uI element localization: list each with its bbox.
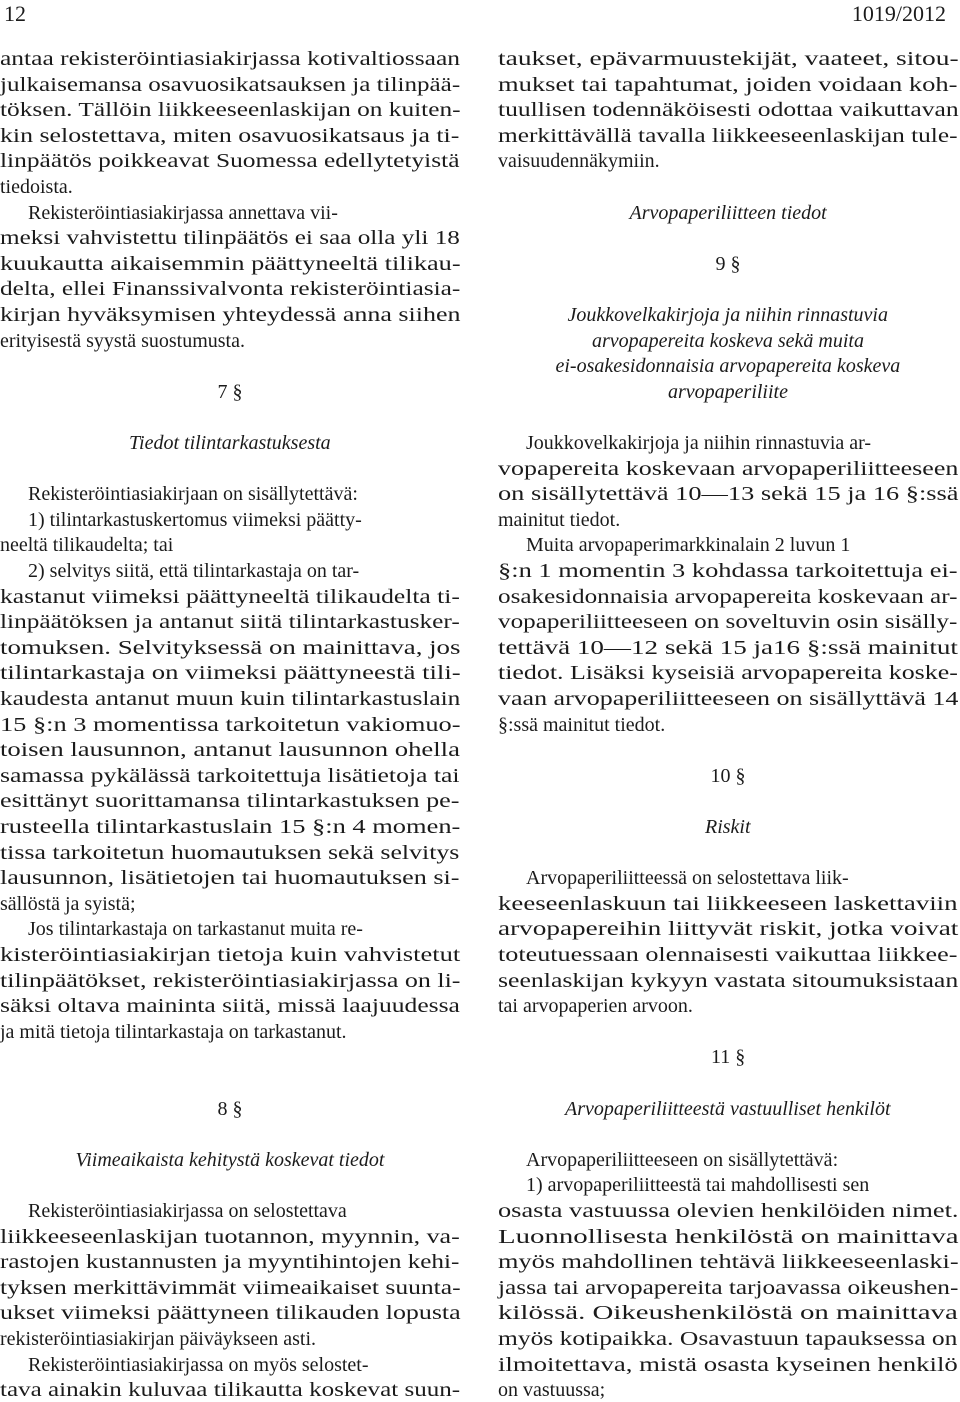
text-line: linpäätös poikkeavat Suomessa edellytetyistä — [0, 150, 460, 173]
text-line: vaan arvopaperiliitteeseen on sisällyttävä 14 — [498, 688, 959, 710]
text-line: Muita arvopaperimarkkinalain 2 luvun 1 — [526, 534, 851, 557]
text-line: on sisällytettävä 10—13 sekä 15 ja 16 §:ssä — [498, 483, 959, 506]
text-line: 15 §:n 3 momentissa tarkoitetun vakiomuo- — [0, 713, 461, 736]
text-line: esittänyt suorittamansa tilintarkastuksen pe- — [0, 790, 460, 813]
section-title: Joukkovelkakirjoja ja niihin rinnastuvia — [567, 304, 888, 326]
text-line: delta, ellei Finanssivalvonta rekisteröintiasia- — [0, 278, 461, 301]
text-line: osasta vastuussa olevien henkilöiden nimet. — [498, 1200, 959, 1222]
section-number: 8 § — [217, 1097, 243, 1120]
text-line: erityisestä syystä suostumusta. — [0, 329, 245, 352]
text-line: on vastuussa; — [498, 1379, 606, 1402]
text-line: Rekisteröintiasiakirjassa annettava vii- — [28, 201, 338, 224]
text-line: vopaperiliitteeseen on soveltuvin osin sisälly- — [498, 611, 958, 634]
text-line: Rekisteröintiasiakirjassa on selostettava — [28, 1200, 347, 1222]
text-line: §:ssä mainitut tiedot. — [498, 713, 666, 736]
text-line: 1) tilintarkastuskertomus viimeksi päätty- — [28, 508, 362, 531]
text-line: tyksen merkittävimmät viimeaikaiset suunta- — [0, 1276, 461, 1299]
text-line: julkaisemansa osavuosikatsauksen ja tilinpää- — [0, 73, 461, 96]
text-line: 1) arvopaperiliitteestä tai mahdollisesti sen — [526, 1174, 870, 1197]
text-line: vopapereita koskevaan arvopaperiliitteeseen — [498, 457, 959, 480]
text-line: §:n 1 momentin 3 kohdassa tarkoitettuja ei- — [498, 560, 958, 582]
text-line: kilössä. Oikeushenkilöstä on mainittava — [498, 1302, 958, 1325]
text-line: antaa rekisteröintiasiakirjassa kotivaltiossaan — [0, 48, 460, 70]
text-line: tilinpäätökset, rekisteröintiasiakirjassa on li- — [0, 969, 461, 992]
page-number: 12 — [4, 1, 26, 26]
document-number: 1019/2012 — [851, 1, 946, 26]
text-line: Joukkovelkakirjoja ja niihin rinnastuvia ar- — [526, 432, 872, 454]
section-title: Arvopaperiliitteen tiedot — [629, 201, 827, 224]
text-line: myös kotipaikka. Osavastuun tapauksessa on — [498, 1328, 958, 1350]
section-title: Arvopaperiliitteestä vastuulliset henkilöt — [565, 1097, 891, 1120]
text-line: rusteella tilintarkastuslain 15 §:n 4 momen- — [0, 816, 461, 838]
section-title: Riskit — [705, 816, 751, 838]
text-line: ja mitä tietoja tilintarkastaja on tarkastanut. — [0, 1020, 347, 1043]
text-line: kirjan hyväksymisen yhteydessä anna siihen — [0, 304, 461, 326]
text-line: osakesidonnaisia arvopapereita koskevaan ar- — [498, 585, 958, 608]
text-line: tissa tarkoitetun huomautuksen sekä selvitys — [0, 841, 460, 864]
text-line: myös mahdollinen tehtävä liikkeeseenlaski- — [498, 1251, 959, 1274]
text-line: kaudesta antanut muun kuin tilintarkastuslain — [0, 688, 461, 710]
section-title: arvopapereita koskeva sekä muita — [592, 329, 864, 352]
text-line: Arvopaperiliitteessä on selostettava liik- — [526, 867, 849, 890]
text-line: tava ainakin kuluvaa tilikautta koskevat suun- — [0, 1379, 461, 1402]
text-line: 2) selvitys siitä, että tilintarkastaja on tar- — [28, 560, 360, 582]
section-number: 11 § — [711, 1046, 746, 1069]
text-line: Rekisteröintiasiakirjaan on sisällytettävä: — [28, 483, 358, 506]
text-line: Arvopaperiliitteeseen on sisällytettävä: — [526, 1148, 839, 1171]
text-line: jassa tai arvopapereita tarjoavassa oikeushen- — [498, 1276, 959, 1299]
text-line: tomuksen. Selvityksessä on mainittava, jos — [0, 636, 461, 659]
text-line: Luonnollisesta henkilöstä on mainittava — [498, 1225, 959, 1248]
section-number: 9 § — [715, 252, 741, 275]
text-line: liikkeeseenlaskijan tuotannon, myynnin, va- — [0, 1225, 460, 1248]
text-line: meksi vahvistettu tilinpäätös ei saa olla yli 18 — [0, 227, 460, 250]
section-title: Viimeaikaista kehitystä koskevat tiedot — [75, 1148, 385, 1171]
text-line: tettävä 10—12 sekä 15 ja16 §:ssä mainitut — [498, 636, 958, 659]
section-title: Tiedot tilintarkastuksesta — [129, 432, 331, 454]
text-line: keeseenlaskuun tai liikkeeseen laskettaviin — [498, 892, 958, 915]
text-line: vaisuudennäkymiin. — [498, 150, 660, 173]
text-line: ilmoitettava, mistä osasta kyseinen henkilö — [498, 1353, 958, 1376]
text-line: toisen lausunnon, antanut lausunnon ohella — [0, 739, 460, 762]
text-line: kin selostettava, miten osavuosikatsaus ja ti- — [0, 124, 460, 147]
text-line: säksi oltava maininta siitä, missä laajuudessa — [0, 995, 460, 1018]
text-line: seenlaskijan kykyyn vastata sitoumuksistaan — [498, 969, 959, 992]
section-number: 7 § — [217, 380, 243, 403]
text-line: merkittävällä tavalla liikkeeseenlaskijan tule- — [498, 124, 958, 147]
text-line: taukset, epävarmuustekijät, vaateet, sitou- — [498, 48, 959, 70]
text-line: kastanut viimeksi päättyneeltä tilikaudelta ti- — [0, 585, 460, 608]
text-line: tiedoista. — [0, 176, 73, 198]
text-line: töksen. Tällöin liikkeeseenlaskijan on kuiten- — [0, 99, 461, 122]
text-line: tai arvopaperien arvoon. — [498, 995, 693, 1018]
text-line: mainitut tiedot. — [498, 508, 621, 531]
text-line: tilintarkastaja on viimeksi päättyneestä tili- — [0, 662, 461, 685]
text-line: Rekisteröintiasiakirjassa on myös selostet- — [28, 1353, 369, 1376]
text-line: kisteröintiasiakirjan tietoja kuin vahvistetut — [0, 944, 461, 966]
text-line: rekisteröintiasiakirjan päiväykseen asti. — [0, 1328, 317, 1350]
text-line: ukset viimeksi päättyneen tilikauden lopusta — [0, 1302, 461, 1325]
text-line: neeltä tilikaudelta; tai — [0, 534, 174, 557]
text-line: Jos tilintarkastaja on tarkastanut muita re- — [28, 918, 363, 941]
text-line: kuukautta aikaisemmin päättyneeltä tilikau- — [0, 252, 461, 275]
text-line: rastojen kustannusten ja myyntihintojen kehi- — [0, 1251, 460, 1274]
text-line: toteutuessaan olennaisesti vaikuttaa liikkee- — [498, 944, 958, 966]
text-line: lausunnon, lisätietojen tai huomautuksen si- — [0, 867, 460, 890]
text-line: tiedot. Lisäksi kyseisiä arvopapereita koske- — [498, 662, 958, 685]
section-title: arvopaperiliite — [668, 380, 788, 403]
text-line: mukset tai tapahtumat, joiden voidaan koh- — [498, 73, 958, 96]
text-line: sällöstä ja syistä; — [0, 892, 136, 915]
text-line: tuullisen todennäköisesti odottaa vaikuttavan — [498, 99, 959, 122]
text-line: arvopapereihin liittyvät riskit, jotka voivat — [498, 918, 959, 941]
section-number: 10 § — [710, 764, 746, 787]
section-title: ei-osakesidonnaisia arvopapereita koskeva — [555, 355, 901, 378]
text-line: samassa pykälässä tarkoitettuja lisätietoja tai — [0, 764, 460, 787]
text-line: linpäätöksen ja antanut siitä tilintarkastusker- — [0, 611, 460, 634]
